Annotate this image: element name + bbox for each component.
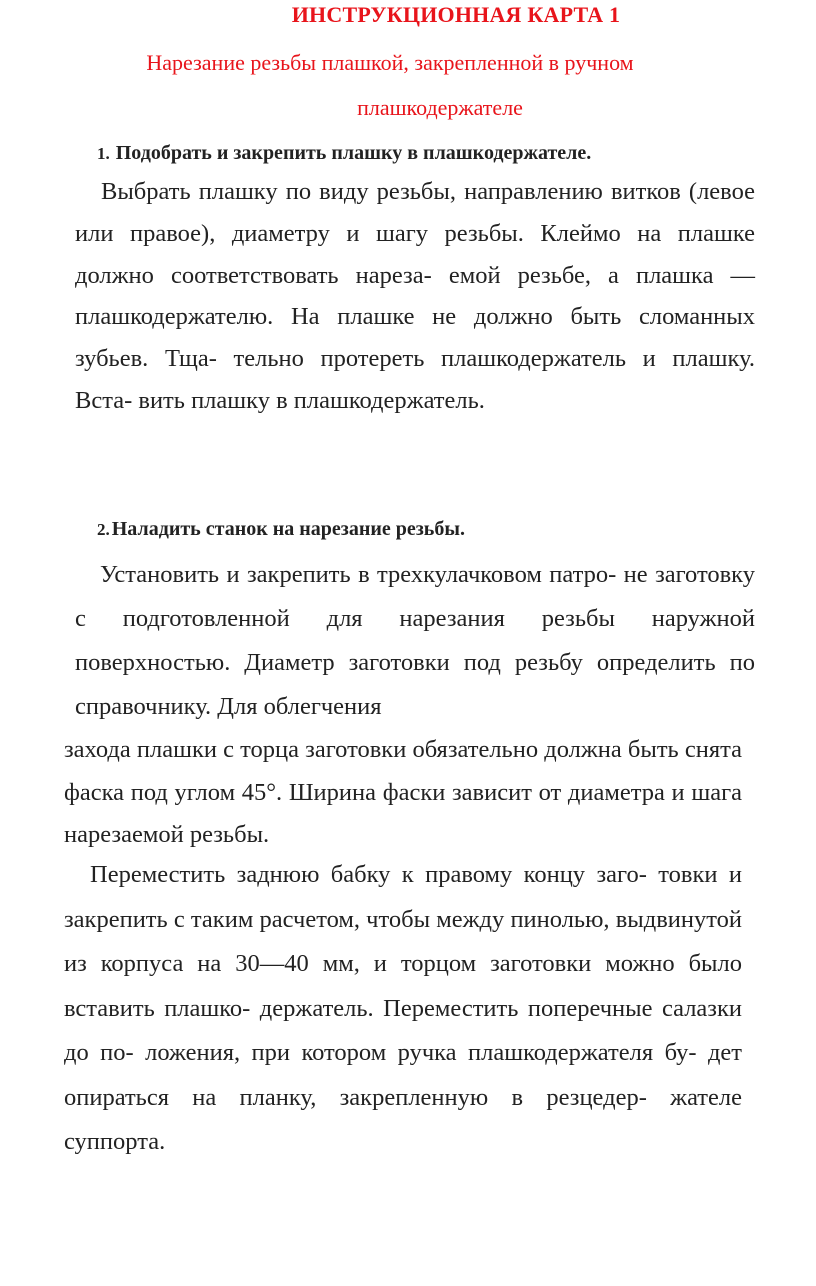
section-2-paragraph-1-text: Установить и закрепить в трехкулачковом патро- не заготовку с подготовленной для нарезания резьбы наружной поверхностью. Диаметр заготовки под резьбу определить по справочнику. Для облегчения [75, 561, 755, 720]
page-subtitle [100, 40, 680, 130]
section-2-heading-text: Наладить станок на нарезание резьбы. [111, 518, 465, 540]
section-1-heading [97, 142, 591, 165]
section-2-paragraph-2-text: захода плашки с торца заготовки обязательно должна быть снята фаска под углом 45°. Ширина фаски зависит от диаметра и шага нарезаемой резьбы. [64, 736, 742, 848]
subtitle-line-2: плашкодержателе [357, 95, 523, 120]
section-2-paragraph-3-text: Переместить заднюю бабку к правому концу заго- товки и закрепить с таким расчетом, чтобы между пинолью, выдвинутой из корпуса на 30—40 мм, и торцом заготовки можно было вставить плашко- держатель. Переместить поперечные салазки до по- ложения, при котором ручка плашкодержателя бу- дет опираться на планку, закрепленную в резцедер- жателе суппорта. [64, 861, 742, 1155]
section-2-paragraph-3 [64, 853, 742, 1165]
section-2-paragraph-1 [75, 553, 755, 729]
section-1-paragraph-1 [75, 171, 755, 422]
subtitle-line-1: Нарезание резьбы плашкой, закрепленной в ручном [146, 50, 634, 75]
section-2-paragraph-2 [64, 729, 742, 857]
page-title: ИНСТРУКЦИОННАЯ КАРТА 1 [291, 2, 621, 27]
section-2-heading [97, 518, 465, 541]
section-2-number: 2. [97, 520, 110, 539]
section-1-number: 1. [97, 144, 110, 163]
section-1-heading-text: Подобрать и закрепить плашку в плашкодержателе. [115, 142, 592, 164]
section-1-paragraph-1-text: Выбрать плашку по виду резьбы, направлению витков (левое или правое), диаметру и шагу резьбы. Клеймо на плашке должно соответствовать нареза- емой резьбе, а плашка — плашкодержателю. На плашке не должно быть сломанных зубьев. Тща- тельно протереть плашкодержатель и плашку. Вста- вить плашку в плашкодержатель. [75, 178, 755, 414]
